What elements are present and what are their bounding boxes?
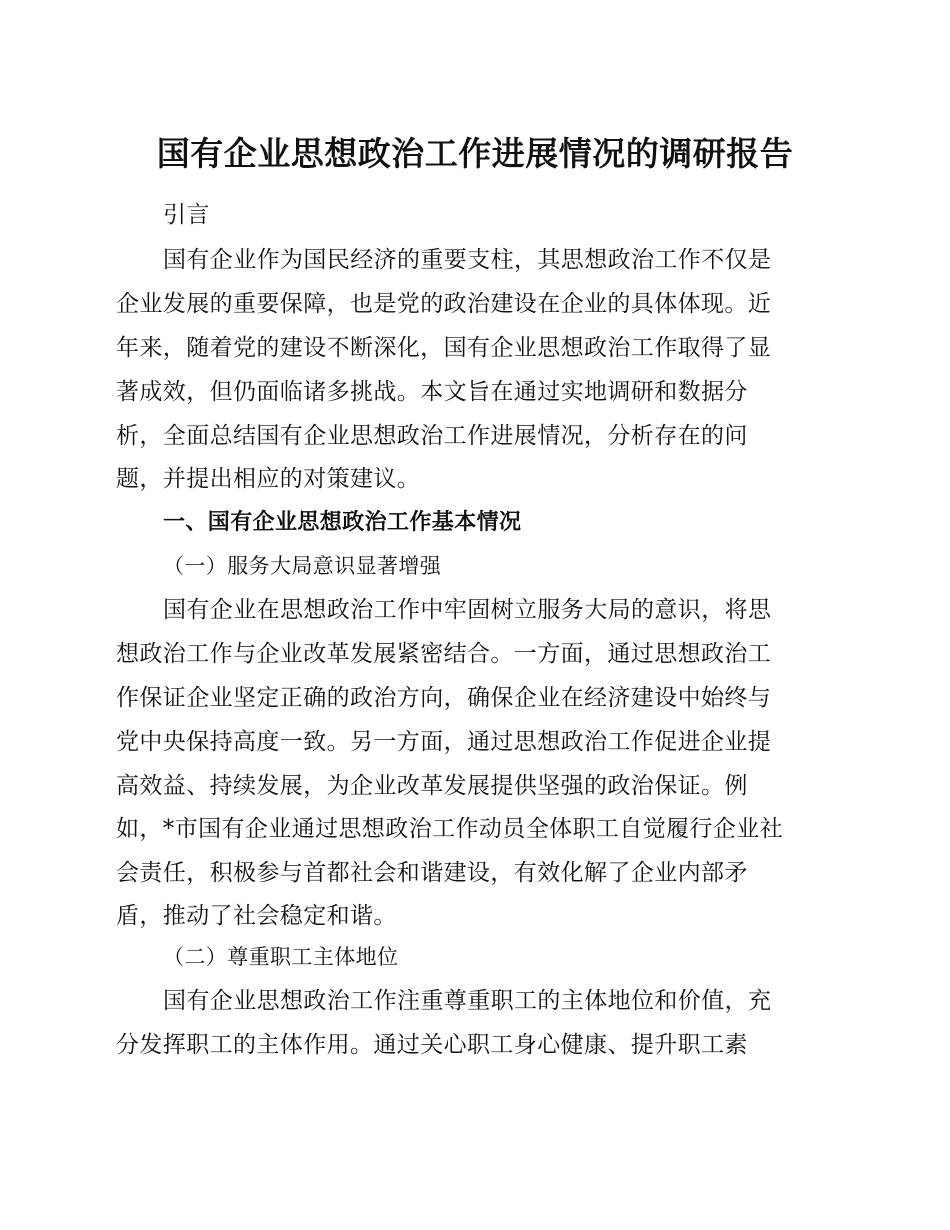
intro-line: 国有企业作为国民经济的重要支柱，其思想政治工作不仅是 <box>163 247 772 273</box>
body-line: 国有企业在思想政治工作中牢固树立服务大局的意识，将思 <box>163 597 772 623</box>
subsection-heading: （一）服务大局意识显著增强 <box>163 554 442 578</box>
subsection-heading: （二）尊重职工主体地位 <box>163 945 399 969</box>
intro-line: 年来，随着党的建设不断深化，国有企业思想政治工作取得了显 <box>116 335 772 361</box>
section-heading: 一、国有企业思想政治工作基本情况 <box>163 510 522 535</box>
body-line: 作保证企业坚定正确的政治方向，确保企业在经济建设中始终与 <box>116 685 772 711</box>
body-line: 想政治工作与企业改革发展紧密结合。一方面，通过思想政治工 <box>116 641 772 667</box>
body-line: 党中央保持高度一致。另一方面，通过思想政治工作促进企业提 <box>116 729 772 755</box>
body-line: 盾，推动了社会稳定和谐。 <box>116 903 397 929</box>
intro-heading: 引言 <box>163 202 210 228</box>
intro-line: 题，并提出相应的对策建议。 <box>116 466 421 492</box>
intro-line: 企业发展的重要保障，也是党的政治建设在企业的具体体现。近 <box>116 291 772 317</box>
intro-line: 析，全面总结国有企业思想政治工作进展情况，分析存在的问 <box>116 423 748 449</box>
body-line: 如，*市国有企业通过思想政治工作动员全体职工自觉履行企业社 <box>116 816 784 842</box>
intro-line: 著成效，但仍面临诸多挑战。本文旨在通过实地调研和数据分 <box>116 379 748 405</box>
document-title: 国有企业思想政治工作进展情况的调研报告 <box>156 134 794 173</box>
body-line: 国有企业思想政治工作注重尊重职工的主体地位和价值，充 <box>163 988 772 1014</box>
body-line: 分发挥职工的主体作用。通过关心职工身心健康、提升职工素 <box>116 1032 748 1058</box>
body-line: 会责任，积极参与首都社会和谐建设，有效化解了企业内部矛 <box>116 860 748 886</box>
body-line: 高效益、持续发展，为企业改革发展提供坚强的政治保证。例 <box>116 773 748 799</box>
